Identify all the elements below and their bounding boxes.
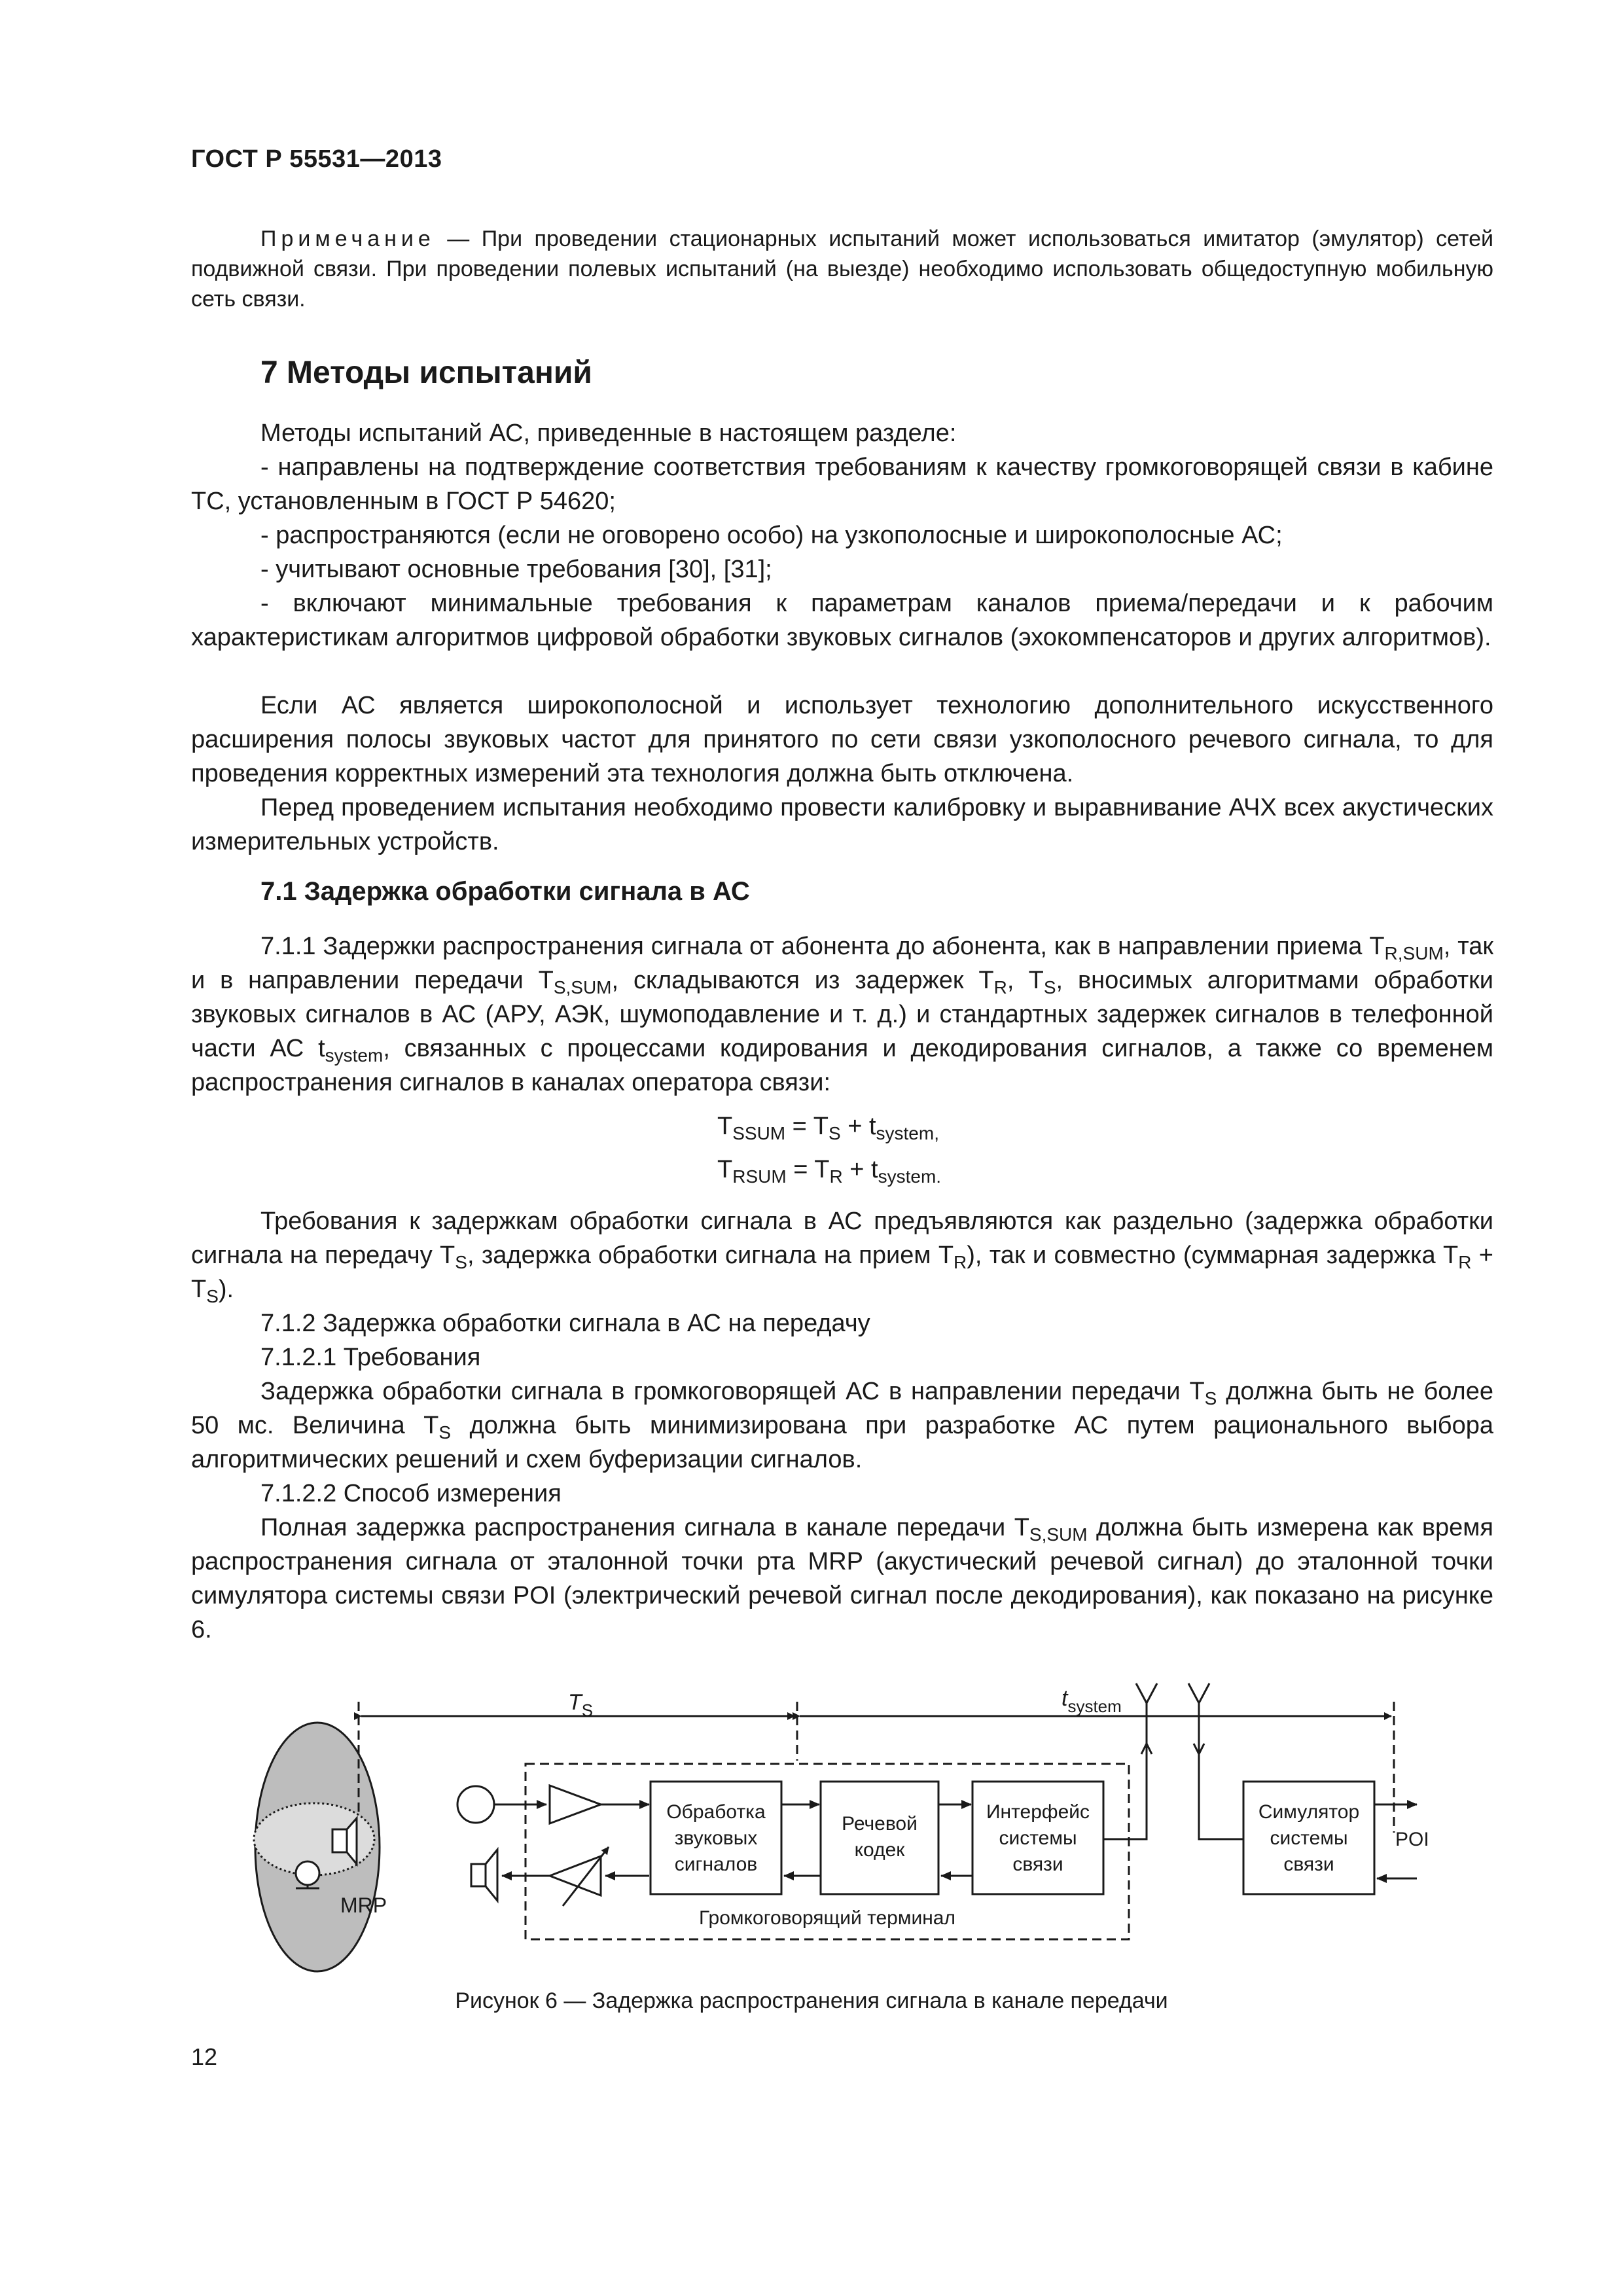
subscript: S,SUM bbox=[553, 977, 612, 997]
ts-label: $T_S$ bbox=[568, 1690, 594, 1720]
text-run: , так и в направлении передачи T bbox=[191, 933, 1493, 994]
subscript: system bbox=[325, 1045, 383, 1066]
paragraph-7-1-2-1 bbox=[191, 1374, 1493, 1477]
text-run: = T bbox=[785, 1113, 829, 1140]
subscript: S bbox=[1204, 1388, 1217, 1408]
text-run: должна быть не более 50 мс. Величина T bbox=[191, 1378, 1493, 1439]
page-number: 12 bbox=[191, 2043, 218, 2070]
interface-label-3: связи bbox=[1012, 1854, 1063, 1875]
subscript: system, bbox=[876, 1123, 939, 1143]
figure-caption: Рисунок 6 — Задержка распространения сигнала в канале передачи bbox=[455, 1988, 1168, 2013]
paragraph-7-1-1 bbox=[191, 929, 1493, 1100]
microphone-icon bbox=[457, 1786, 494, 1823]
interface-label-1: Интерфейс bbox=[986, 1801, 1090, 1823]
poi-label: POI bbox=[1395, 1829, 1429, 1850]
document-header: ГОСТ Р 55531—2013 bbox=[191, 145, 442, 173]
text-run: , задержка обработки сигнала на прием T bbox=[467, 1242, 954, 1269]
heading-7-1-2-2: 7.1.2.2 Способ измерения bbox=[260, 1480, 562, 1507]
note-paragraph bbox=[191, 224, 1493, 314]
text-run: Полная задержка распространения сигнала в канале передачи T bbox=[260, 1514, 1029, 1541]
simulator-label-2: системы bbox=[1270, 1827, 1348, 1849]
text-run: Задержка обработки сигнала в громкоговорящей АС в направлении передачи T bbox=[260, 1378, 1205, 1405]
subscript: S,SUM bbox=[1029, 1524, 1088, 1545]
note-label: Примечание bbox=[260, 226, 435, 251]
subscript: S bbox=[206, 1286, 219, 1306]
section-7-title: 7 Методы испытаний bbox=[260, 355, 592, 390]
subscript: R bbox=[829, 1166, 843, 1187]
section-7-item-2: - распространяются (если не оговорено особо) на узкополосные и широкополосные АС; bbox=[260, 522, 1283, 549]
amplifier-icon bbox=[550, 1785, 601, 1823]
codec-label-2: кодек bbox=[854, 1839, 905, 1861]
subscript: S bbox=[1043, 977, 1056, 997]
text-run: должна быть измерена как время распространения сигнала от эталонной точки рта MRP (акустический речевой сигнал) до эталонной точки симулятора системы связи POI (электрический речевой сигнал после декодирования), как показано на рисунке 6. bbox=[191, 1514, 1493, 1643]
simulator-label-1: Симулятор bbox=[1258, 1801, 1360, 1823]
subscript: RSUM bbox=[732, 1166, 787, 1187]
subscript: SSUM bbox=[732, 1123, 786, 1143]
section-7-calibration-paragraph: Перед проведением испытания необходимо провести калибровку и выравнивание АЧХ всех акустических измерительных устройств. bbox=[191, 794, 1493, 855]
heading-7-1-2: 7.1.2 Задержка обработки сигнала в АС на передачу bbox=[260, 1310, 870, 1337]
interface-label-2: системы bbox=[999, 1827, 1077, 1849]
section-7-item-4: - включают минимальные требования к параметрам каналов приема/передачи и к рабочим характеристикам алгоритмов цифровой обработки звуковых сигналов (эхокомпенсаторов и других алгоритмов). bbox=[191, 590, 1493, 651]
processing-label-2: звуковых bbox=[674, 1827, 758, 1849]
formula-rsum bbox=[717, 1156, 942, 1187]
variable-attenuator-icon bbox=[550, 1847, 609, 1906]
subscript: S bbox=[828, 1123, 841, 1143]
processing-label-1: Обработка bbox=[666, 1801, 766, 1823]
text-run: = T bbox=[786, 1156, 830, 1183]
section-7-intro: Методы испытаний АС, приведенные в настоящем разделе: bbox=[260, 420, 957, 447]
simulator-label-3: связи bbox=[1283, 1854, 1334, 1875]
figure-6-diagram bbox=[0, 1662, 1623, 2003]
section-7-1-title: 7.1 Задержка обработки сигнала в АС bbox=[260, 877, 750, 906]
text-run: , связанных с процессами кодирования и декодирования сигналов, а также со временем распространения сигналов в каналах оператора связи: bbox=[191, 1035, 1493, 1096]
subscript: R,SUM bbox=[1384, 943, 1444, 963]
paragraph-delay-requirements bbox=[191, 1204, 1493, 1306]
text-run: + T bbox=[191, 1242, 1493, 1303]
section-7-item-3: - учитывают основные требования [30], [31]; bbox=[260, 556, 772, 583]
processing-label-3: сигналов bbox=[674, 1854, 758, 1875]
text-run: , складываются из задержек T bbox=[611, 967, 994, 994]
text-run: ). bbox=[218, 1276, 234, 1303]
text-run: T bbox=[717, 1113, 733, 1140]
text-run: ), так и совместно (суммарная задержка T bbox=[967, 1242, 1459, 1269]
text-run: + t bbox=[842, 1156, 878, 1183]
subscript: R bbox=[954, 1252, 967, 1272]
text-run: 7.1.1 Задержки распространения сигнала от абонента до абонента, как в направлении приема T bbox=[260, 933, 1385, 960]
head-icon bbox=[254, 1723, 380, 1971]
codec-label-1: Речевой bbox=[842, 1813, 918, 1835]
subscript: S bbox=[455, 1252, 467, 1272]
subscript: R bbox=[1458, 1252, 1472, 1272]
text-run: + t bbox=[840, 1113, 876, 1140]
network-antenna-icon bbox=[1188, 1683, 1243, 1839]
section-7-wideband-paragraph: Если АС является широкополосной и использует технологию дополнительного искусственного расширения полосы звуковых частот для принятого по сети связи узкополосного речевого сигнала, то для проведения корректных измерений эта технология должна быть отключена. bbox=[191, 692, 1493, 787]
tsystem-label: $t_{system}$ bbox=[1061, 1686, 1122, 1716]
text-run: , T bbox=[1007, 967, 1044, 994]
loudspeaker-icon bbox=[471, 1850, 497, 1901]
subscript: S bbox=[438, 1422, 452, 1443]
codec-block bbox=[821, 1782, 938, 1894]
paragraph-7-1-2-2 bbox=[191, 1511, 1493, 1647]
text-run: должна быть минимизирована при разработке АС путем рационального выбора алгоритмических решений и схем буферизации сигналов. bbox=[191, 1412, 1493, 1473]
text-run: , вносимых алгоритмами обработки звуковых сигналов в АС (АРУ, АЭК, шумоподавление и т. д.) и стандартных задержек сигналов в телефонной части АС t bbox=[191, 967, 1493, 1062]
formula-ssum bbox=[717, 1113, 939, 1141]
subscript: R bbox=[993, 977, 1007, 997]
text-run: Требования к задержкам обработки сигнала в АС предъявляются как раздельно (задержка обработки сигнала на передачу T bbox=[191, 1208, 1493, 1269]
note-text: — При проведении стационарных испытаний может использоваться имитатор (эмулятор) сетей подвижной связи. При проведении полевых испытаний (на выезде) необходимо использовать общедоступную мобильную сеть связи. bbox=[191, 226, 1493, 312]
subscript: system. bbox=[878, 1166, 942, 1187]
terminal-label: Громкоговорящий терминал bbox=[699, 1907, 955, 1929]
heading-7-1-2-1: 7.1.2.1 Требования bbox=[260, 1344, 481, 1371]
section-7-item-1: - направлены на подтверждение соответствия требованиям к качеству громкоговорящей связи в кабине ТС, установленным в ГОСТ Р 54620; bbox=[191, 454, 1493, 515]
mrp-label: MRP bbox=[340, 1893, 387, 1917]
text-run: T bbox=[717, 1156, 733, 1183]
